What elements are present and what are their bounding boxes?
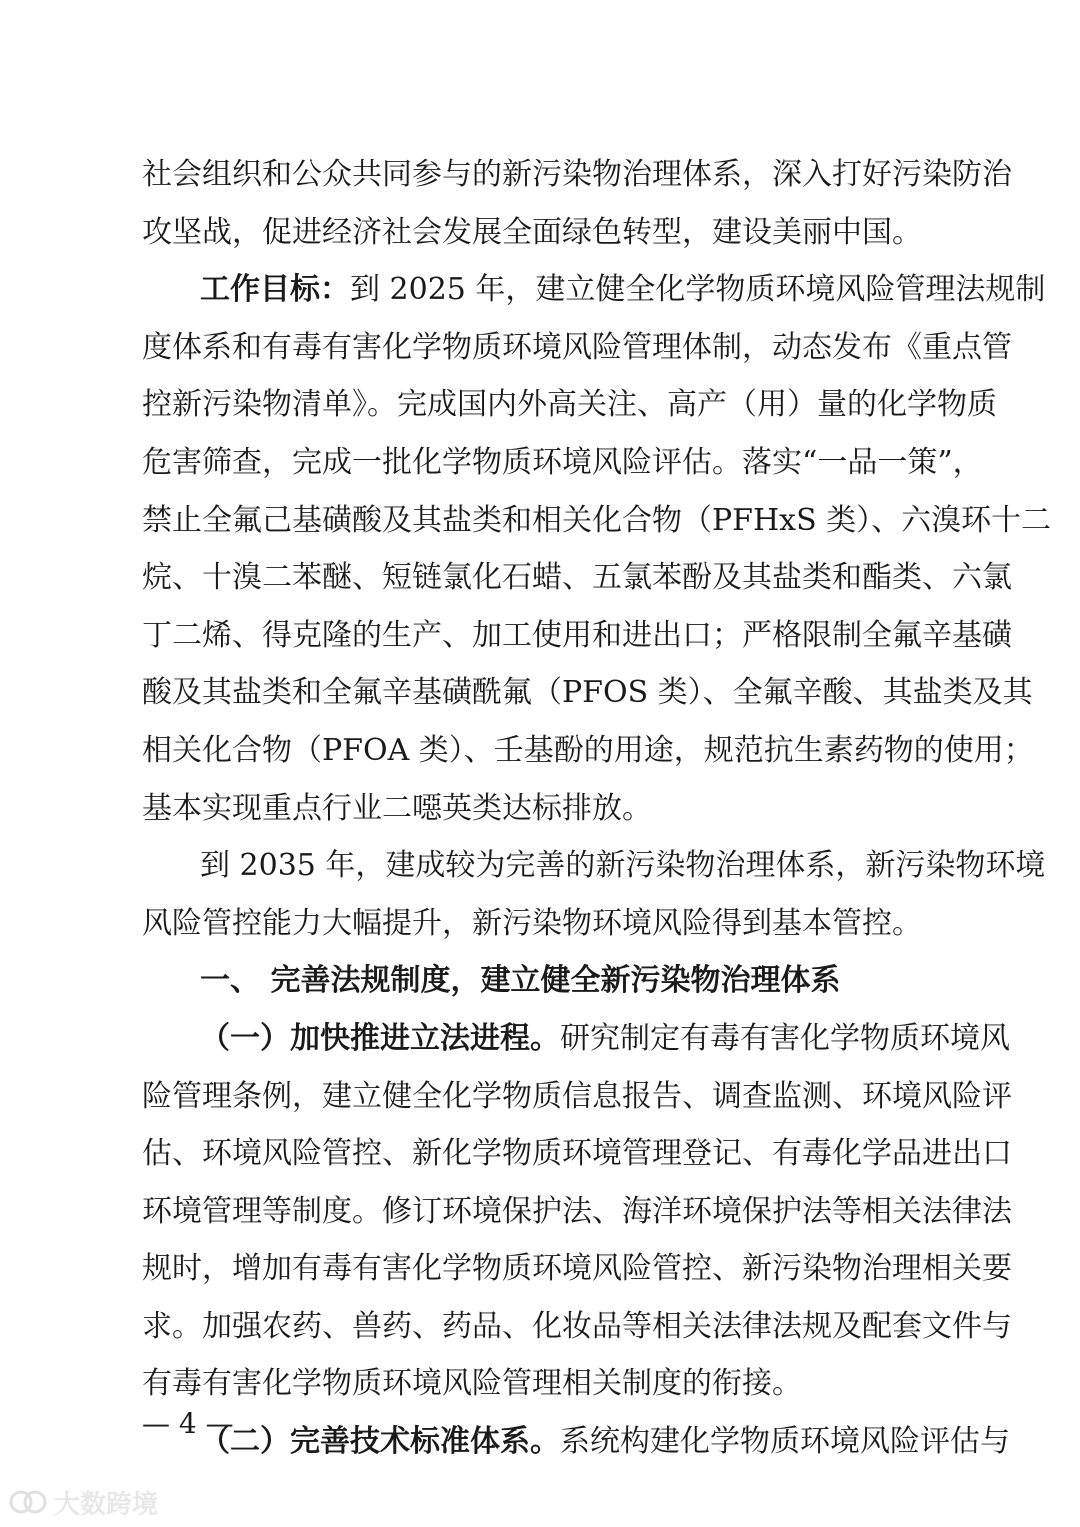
text-line <box>142 1413 1010 1471</box>
text-line: 攻坚战，促进经济社会发展全面绿色转型，建设美丽中国。 <box>142 214 922 250</box>
section-heading: 一、 完善法规制度，建立健全新污染物治理体系 <box>200 963 841 999</box>
text-line: 度体系和有毒有害化学物质环境风险管理体制，动态发布《重点管 <box>142 329 1012 365</box>
watermark-text: 大数跨境 <box>54 1489 159 1520</box>
paragraph-item-standards <box>142 1413 1010 1471</box>
text-line: 求。加强农药、兽药、药品、化妆品等相关法律法规及配套文件与 <box>142 1308 1012 1344</box>
text-line: 风险管控能力大幅提升，新污染物环境风险得到基本管控。 <box>142 905 922 941</box>
text-line: 到 2035 年，建成较为完善的新污染物治理体系，新污染物环境 <box>200 848 1046 884</box>
text-line-rest: 研究制定有毒有害化学物质环境风 <box>560 1020 1010 1056</box>
text-line-rest: 到 2025 年，建立健全化学物质环境风险管理法规制 <box>350 272 1046 308</box>
watermark <box>8 1482 158 1522</box>
text-line-rest: 系统构建化学物质环境风险评估与 <box>560 1424 1010 1460</box>
work-targets-label: 工作目标： <box>200 272 350 308</box>
item-lead-legislation: （一）加快推进立法进程。 <box>200 1020 560 1056</box>
text-line: 烷、十溴二苯醚、短链氯化石蜡、五氯苯酚及其盐类和酯类、六氯 <box>142 560 1012 596</box>
item-lead-standards: （二）完善技术标准体系。 <box>200 1424 560 1460</box>
watermark-logo-icon <box>8 1488 48 1516</box>
paragraph-item-legislation <box>142 1010 1012 1413</box>
text-line: 社会组织和公众共同参与的新污染物治理体系，深入打好污染防治 <box>142 157 1012 192</box>
page-number: — 4 — <box>142 1407 234 1440</box>
text-line: 控新污染物清单》。完成国内外高关注、高产（用）量的化学物质 <box>142 387 997 423</box>
text-line: 基本实现重点行业二噁英类达标排放。 <box>142 790 652 826</box>
text-line: 环境管理等制度。修订环境保护法、海洋环境保护法等相关法律法 <box>142 1193 1012 1229</box>
text-line: 危害筛查，完成一批化学物质环境风险评估。落实“一品一策”， <box>142 444 983 480</box>
paragraph-work-targets <box>142 261 1052 837</box>
text-line: 险管理条例，建立健全化学物质信息报告、调查监测、环境风险评 <box>142 1078 1012 1114</box>
paragraph-closing-goals <box>142 146 1012 261</box>
document-body <box>142 146 1052 1471</box>
text-line <box>142 261 1046 319</box>
text-line: 禁止全氟己基磺酸及其盐类和相关化合物（PFHxS 类）、六溴环十二 <box>142 502 1052 538</box>
text-line: 估、环境风险管控、新化学物质环境管理登记、有毒化学品进出口 <box>142 1136 1012 1172</box>
text-line: 规时，增加有毒有害化学物质环境风险管控、新污染物治理相关要 <box>142 1251 1012 1287</box>
text-line: 丁二烯、得克隆的生产、加工使用和进出口；严格限制全氟辛基磺 <box>142 617 1012 653</box>
text-line: 相关化合物（PFOA 类）、壬基酚的用途，规范抗生素药物的使用； <box>142 732 1034 768</box>
text-line: 酸及其盐类和全氟辛基磺酰氟（PFOS 类）、全氟辛酸、其盐类及其 <box>142 675 1033 711</box>
text-line <box>142 1010 1010 1068</box>
paragraph-2035-targets <box>142 837 1046 952</box>
text-line: 有毒有害化学物质环境风险管理相关制度的衔接。 <box>142 1366 802 1402</box>
